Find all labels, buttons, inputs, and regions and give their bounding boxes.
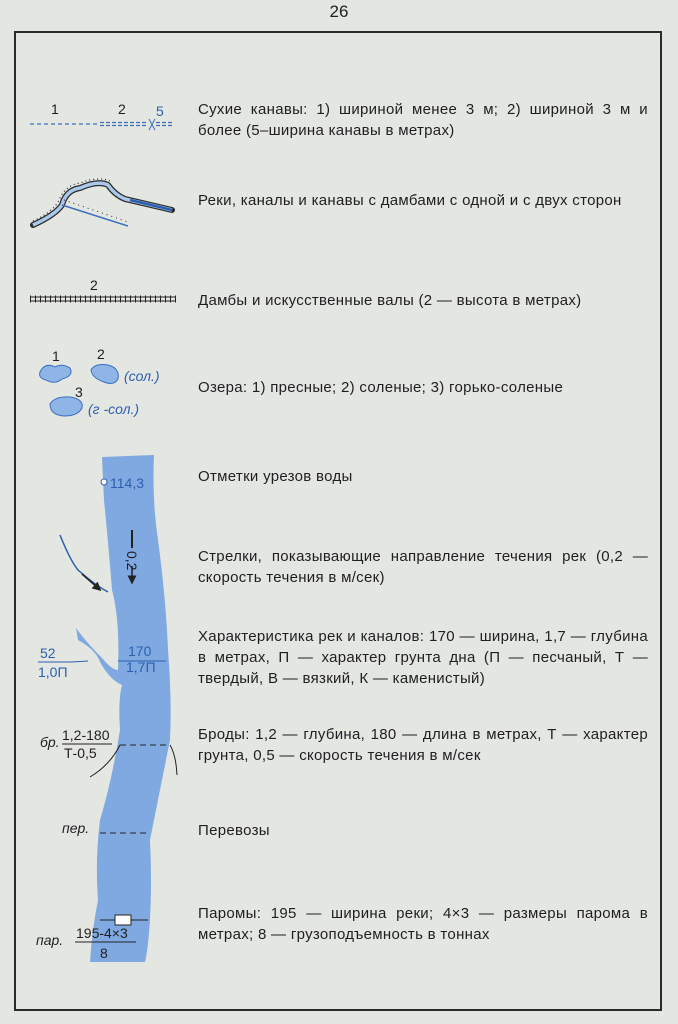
entry-dry-ditches: Сухие канавы: 1) шириной менее 3 м; 2) шириной 3 м и более (5–ширина канавы в метрах): [198, 101, 648, 139]
lake-label-3: 3: [75, 384, 83, 400]
ferry-bottom-label: 8: [100, 945, 108, 961]
dry-ditch-symbol: [30, 101, 172, 130]
entry-fords: Броды: 1,2 — глубина, 180 — длина в метрах, Т — характер грунта, 0,5 — скорость течения в м/сек: [198, 726, 648, 764]
lake-label-2: 2: [97, 346, 105, 362]
ditch-label-2: 2: [118, 101, 126, 117]
ferry-top-label: 195-4×3: [76, 925, 128, 941]
river-width-label: 170: [128, 643, 152, 659]
entry-current-arrows: Стрелки, показывающие направление течения рек (0,2 — скорость течения в м/сек): [198, 548, 648, 586]
lake-label-1: 1: [52, 348, 60, 364]
page-number: 26: [329, 2, 349, 21]
entry-crossings: Перевозы: [198, 822, 270, 839]
entry-water-marks: Отметки урезов воды: [198, 468, 353, 485]
river-depth-label: 1,7П: [126, 659, 156, 675]
dam-symbol: [30, 277, 176, 301]
entry-dams: Дамбы и искусственные валы (2 — высота в метрах): [198, 292, 582, 309]
water-mark-label: 114,3: [110, 475, 144, 491]
ford-bottom-label: Т-0,5: [64, 745, 97, 761]
ford-prefix: бр.: [40, 734, 60, 750]
entry-ferries: Паромы: 195 — ширина реки; 4×3 — размеры парома в метрах; 8 — грузоподъемность в тоннах: [198, 905, 648, 943]
entry-rivers-with-dams: Реки, каналы и канавы с дамбами с одной и с двух сторон: [198, 192, 622, 209]
ditch-label-1: 1: [51, 101, 59, 117]
ditch-label-5: 5: [156, 103, 164, 119]
dam-height-label: 2: [90, 277, 98, 293]
current-speed-label: 0,2: [124, 551, 140, 571]
river-with-dams-symbol: [33, 179, 172, 226]
tributary-depth-label: 1,0П: [38, 664, 68, 680]
crossing-label: пер.: [62, 820, 90, 836]
entry-lakes: Озера: 1) пресные; 2) соленые; 3) горько-соленые: [198, 379, 564, 396]
lakes-symbol: [40, 346, 160, 417]
tributary-width-label: 52: [40, 645, 56, 661]
entry-river-characteristics: Характеристика рек и каналов: 170 — ширина, 1,7 — глубина в метрах, П — характер грунта дна (П — песчаный, Т — твердый, В — вязкий, К — каменистый): [198, 628, 648, 687]
lake-bitter-label: (г -сол.): [88, 401, 140, 417]
river-symbol: [36, 455, 177, 962]
lake-salt-label: (сол.): [124, 368, 160, 384]
ford-top-label: 1,2-180: [62, 727, 110, 743]
ferry-prefix: пар.: [36, 932, 64, 948]
